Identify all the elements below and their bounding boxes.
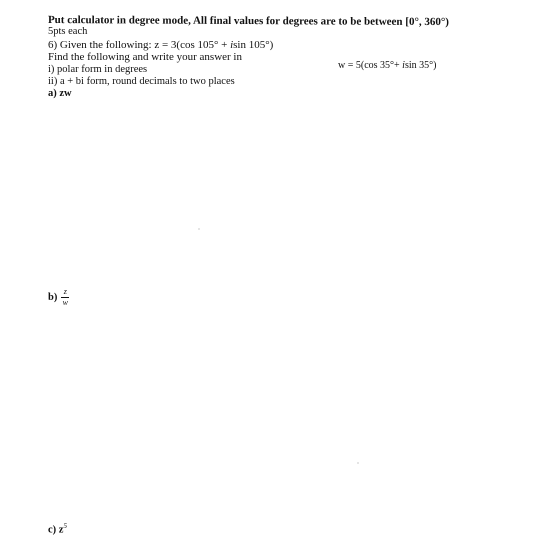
w-sine-term: sin 35°): [404, 60, 437, 71]
imaginary-unit-z: i: [230, 39, 234, 51]
scan-speck: [198, 228, 200, 230]
points-note: 5pts each: [48, 26, 88, 37]
z-sine-term: sin 105°): [233, 39, 274, 51]
format-item-polar: i) polar form in degrees: [48, 64, 148, 75]
fraction-numerator: z: [63, 287, 67, 296]
imaginary-unit-w: i: [402, 60, 405, 71]
instruction-header: Put calculator in degree mode, All final values for degrees are to be between [0°, 360°): [47, 14, 449, 29]
part-a-label: a) zw: [48, 88, 72, 99]
part-c-label: [48, 520, 67, 537]
problem-statement: [48, 39, 273, 51]
problem-intro: 6) Given the following: z = 3(cos 105° +: [48, 39, 231, 51]
fraction-denominator: w: [62, 298, 69, 307]
part-b-prefix: b): [48, 291, 58, 303]
part-b-label: [48, 288, 69, 307]
exponent: 5: [63, 522, 67, 530]
scan-speck: [357, 462, 359, 464]
format-item-rectangular: ii) a + bi form, round decimals to two places: [48, 76, 235, 87]
z-over-w-fraction: [61, 288, 69, 307]
w-definition: [338, 60, 436, 72]
part-c-prefix: c) z: [48, 524, 64, 536]
w-prefix: w = 5(cos 35°+: [338, 60, 403, 71]
answer-instruction: Find the following and write your answer in: [48, 51, 242, 63]
